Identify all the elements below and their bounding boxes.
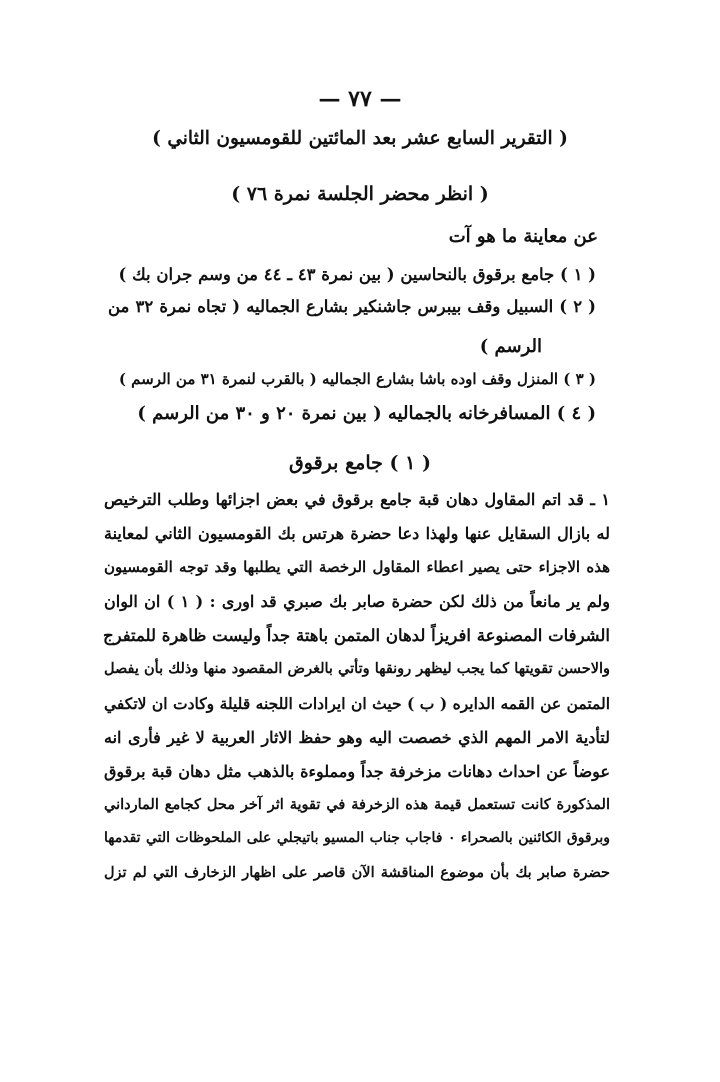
section-heading: ( ١ ) جامع برقوق	[289, 452, 431, 474]
body-line: لتأدية الامر المهم الذي خصصت اليه وهو حفظ الاثار العربية لا غير فأرى انه	[104, 728, 610, 747]
inspection-intro: عن معاينة ما هو آت	[448, 226, 598, 247]
body-line: حضرة صابر بك بأن موضوع المناقشة الآن قاصر على اظهار الزخارف التي لم تزل	[104, 864, 610, 881]
inspection-item-4: ( ٤ ) المسافرخانه بالجماليه ( بين نمرة ٢٠ و ٣٠ من الرسم )	[137, 403, 596, 424]
body-line: عوضاً عن احداث دهانات مزخرفة جداً ومملوءة بالذهب مثل دهان قبة برقوق	[104, 762, 610, 781]
body-line: والاحسن تقويتها كما يجب ليظهر رونقها وتأتي بالغرض المقصود منها وذلك بأن يفصل	[104, 660, 610, 677]
page-number: — ٧٧ —	[318, 86, 402, 112]
body-line: هذه الاجزاء حتى يصير اعطاء المقاول الرخصة التي يطلبها وقد توجه القومسيون	[104, 558, 610, 576]
inspection-item-2-continuation: الرسم )	[479, 336, 542, 357]
body-line: الشرفات المصنوعة افريزاً لدهان المتمن باهتة جداً وليست ظاهرة للمتفرج	[102, 626, 610, 645]
inspection-item-3: ( ٣ ) المنزل وقف اوده باشا بشارع الجماليه ( بالقرب لنمرة ٣١ من الرسم )	[118, 370, 596, 388]
body-line: وبرقوق الكائنين بالصحراء ٠ فاجاب جناب المسيو باتيجلي على الملحوظات التي تقدمها	[104, 830, 610, 846]
body-line: المتمن عن القمه الدايره ( ب ) حيث ان ايرادات اللجنه قليلة وكادت ان لاتكفي	[104, 694, 610, 713]
report-subtitle: ( انظر محضر الجلسة نمرة ٧٦ )	[231, 183, 489, 205]
body-line: له بازال السقايل عنها ولهذا دعا حضرة هرتس بك القومسيون الثاني لمعاينة	[104, 524, 610, 543]
body-line: ولم ير مانعاً من ذلك لكن حضرة صابر بك صبري قد اورى : ( ١ ) ان الوان	[104, 592, 610, 611]
report-title: ( التقرير السابع عشر بعد المائتين للقومسيون الثاني )	[152, 128, 568, 149]
inspection-item-1: ( ١ ) جامع برقوق بالنحاسين ( بين نمرة ٤٣ ـ ٤٤ من وسم جران بك )	[118, 265, 596, 284]
body-line: المذكورة كانت تستعمل قيمة هذه الزخرفة في تقوية اثر آخر محل كجامع المارداني	[104, 796, 610, 813]
body-line: ١ ـ قد اتم المقاول دهان قبة جامع برقوق في بعض اجزائها وطلب الترخيص	[104, 490, 611, 509]
inspection-item-2: ( ٢ ) السبيل وقف بيبرس جاشنكير بشارع الجماليه ( تجاه نمرة ٣٢ من	[108, 297, 596, 316]
